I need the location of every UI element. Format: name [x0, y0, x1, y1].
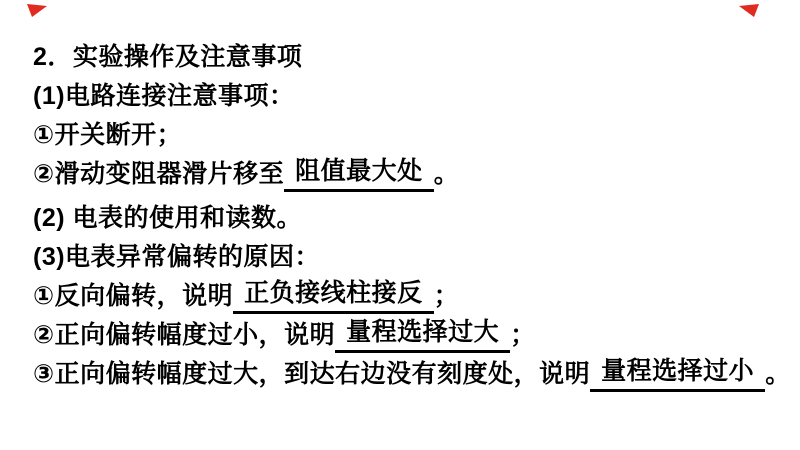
- section-title-text: 2．实验操作及注意事项: [33, 43, 303, 71]
- text-line: [33, 205, 782, 232]
- line-punctuation: ；: [510, 321, 536, 349]
- line-punctuation: 。: [433, 160, 460, 188]
- text-line-with-blank: [33, 279, 782, 310]
- fill-in-blank-answer: 正负接线柱接反: [233, 280, 434, 314]
- red-corner-ribbon-left-icon: [27, 4, 47, 17]
- section-title: [33, 44, 782, 71]
- text-line-with-blank: [33, 157, 782, 188]
- text-line-with-blank: [33, 357, 791, 388]
- text-line: [33, 122, 782, 149]
- fill-in-blank-answer: 量程选择过大: [335, 319, 510, 353]
- line-text: (2) 电表的使用和读数。: [33, 204, 303, 232]
- line-text: ③正向偏转幅度过大，到达右边没有刻度处，说明: [33, 360, 591, 388]
- line-text: ①反向偏转，说明: [33, 282, 234, 310]
- line-punctuation: ；: [433, 282, 460, 310]
- fill-in-blank-answer: 量程选择过小: [590, 358, 765, 392]
- line-text: (1)电路连接注意事项：: [33, 82, 295, 110]
- line-text: ②滑动变阻器滑片移至: [33, 160, 285, 188]
- red-corner-ribbon-right-icon: [739, 4, 759, 17]
- line-punctuation: 。: [765, 360, 791, 388]
- fill-in-blank-answer: 阻值最大处: [284, 158, 434, 192]
- line-text: (3)电表异常偏转的原因：: [33, 243, 321, 271]
- line-text: ①开关断开；: [33, 121, 183, 149]
- text-line: [33, 244, 782, 271]
- slide-content: [33, 43, 791, 400]
- text-line: [33, 83, 782, 110]
- text-line-with-blank: [33, 318, 782, 349]
- line-text: ②正向偏转幅度过小，说明: [33, 321, 336, 349]
